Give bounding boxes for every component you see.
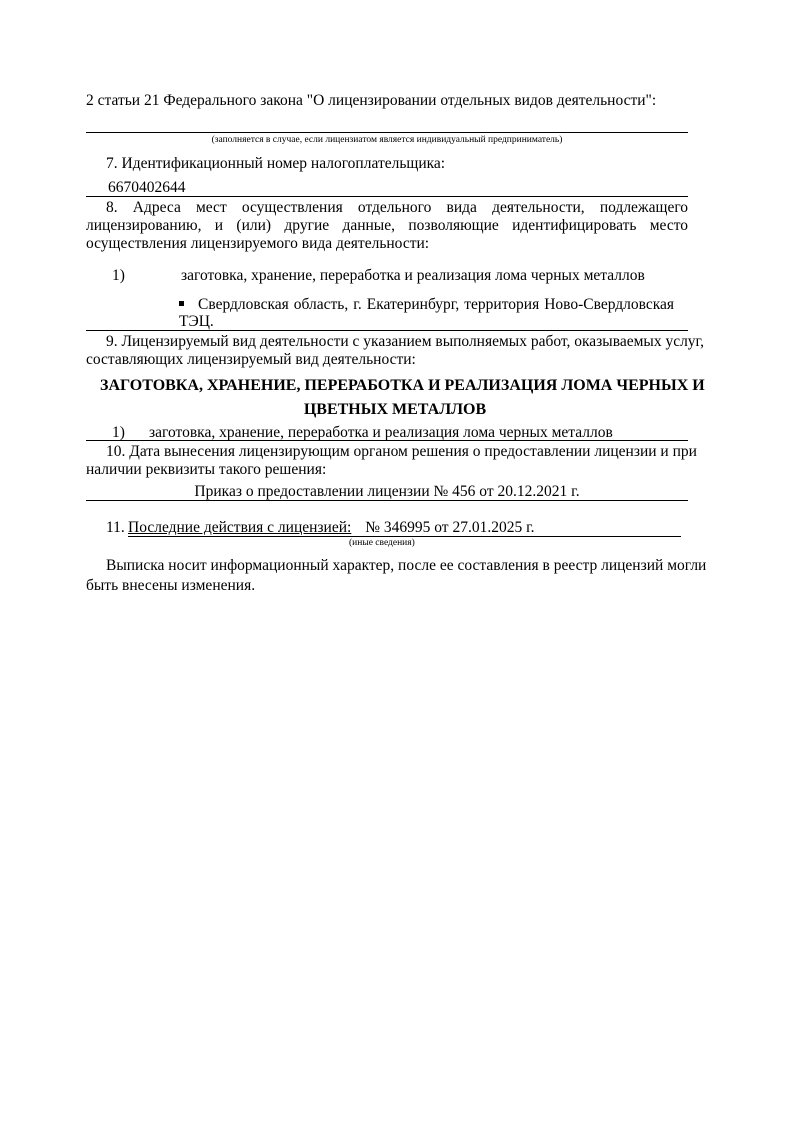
activity-title-line1: ЗАГОТОВКА, ХРАНЕНИЕ, ПЕРЕРАБОТКА И РЕАЛИЗАЦИЯ ЛОМА ЧЕРНЫХ И	[100, 377, 705, 394]
section8-line2: лицензированию, и (или) другие данные, позволяющие идентифицировать место	[86, 217, 689, 234]
section10-line2: наличии реквизиты такого решения:	[86, 461, 327, 478]
bullet-icon	[179, 301, 184, 306]
last-actions-field	[128, 519, 681, 537]
disclaimer-line2: быть внесены изменения.	[86, 577, 256, 594]
individual-note: (заполняется в случае, если лицензиатом является индивидуальный предприниматель)	[211, 135, 563, 145]
section9-line1: 9. Лицензируемый вид деятельности с указанием выполняемых работ, оказываемых услуг,	[106, 333, 705, 350]
activity-title-line2: ЦВЕТНЫХ МЕТАЛЛОВ	[303, 401, 487, 418]
intro-line: 2 статьи 21 Федерального закона "О лицензировании отдельных видов деятельности":	[86, 92, 657, 109]
section11-label: Последние действия с лицензией:	[128, 519, 352, 536]
divider	[86, 440, 688, 441]
divider	[86, 500, 688, 501]
section11-number: 11.	[106, 519, 125, 536]
section8-line3: осуществления лицензируемого вида деятельности:	[86, 235, 430, 252]
section8-item-text: заготовка, хранение, переработка и реализация лома черных металлов	[181, 267, 645, 284]
section9-item-number: 1)	[112, 424, 125, 441]
last-action-value: № 346995 от 27.01.2025 г.	[365, 519, 535, 536]
divider	[86, 132, 688, 133]
disclaimer-line1: Выписка носит информационный характер, после ее составления в реестр лицензий могли	[106, 557, 707, 574]
divider	[86, 330, 688, 331]
section8-line1: 8. Адреса мест осуществления отдельного вида деятельности, подлежащего	[106, 199, 689, 216]
address-line2: ТЭЦ.	[179, 313, 214, 330]
section9-line2: составляющих лицензируемый вид деятельности:	[86, 351, 416, 368]
decision-value: Приказ о предоставлении лицензии № 456 от 20.12.2021 г.	[194, 483, 580, 500]
inn-value: 6670402644	[108, 179, 186, 196]
section8-item-number: 1)	[112, 267, 125, 284]
address-line1: Свердловская область, г. Екатеринбург, территория Ново-Свердловская	[179, 296, 674, 314]
section10-line1: 10. Дата вынесения лицензирующим органом решения о предоставлении лицензии и при	[106, 443, 697, 460]
section9-item-text: заготовка, хранение, переработка и реализация лома черных металлов	[149, 424, 613, 441]
divider	[86, 196, 688, 197]
section7-label: 7. Идентификационный номер налогоплательщика:	[106, 155, 446, 172]
other-info-note: (иные сведения)	[349, 538, 415, 548]
